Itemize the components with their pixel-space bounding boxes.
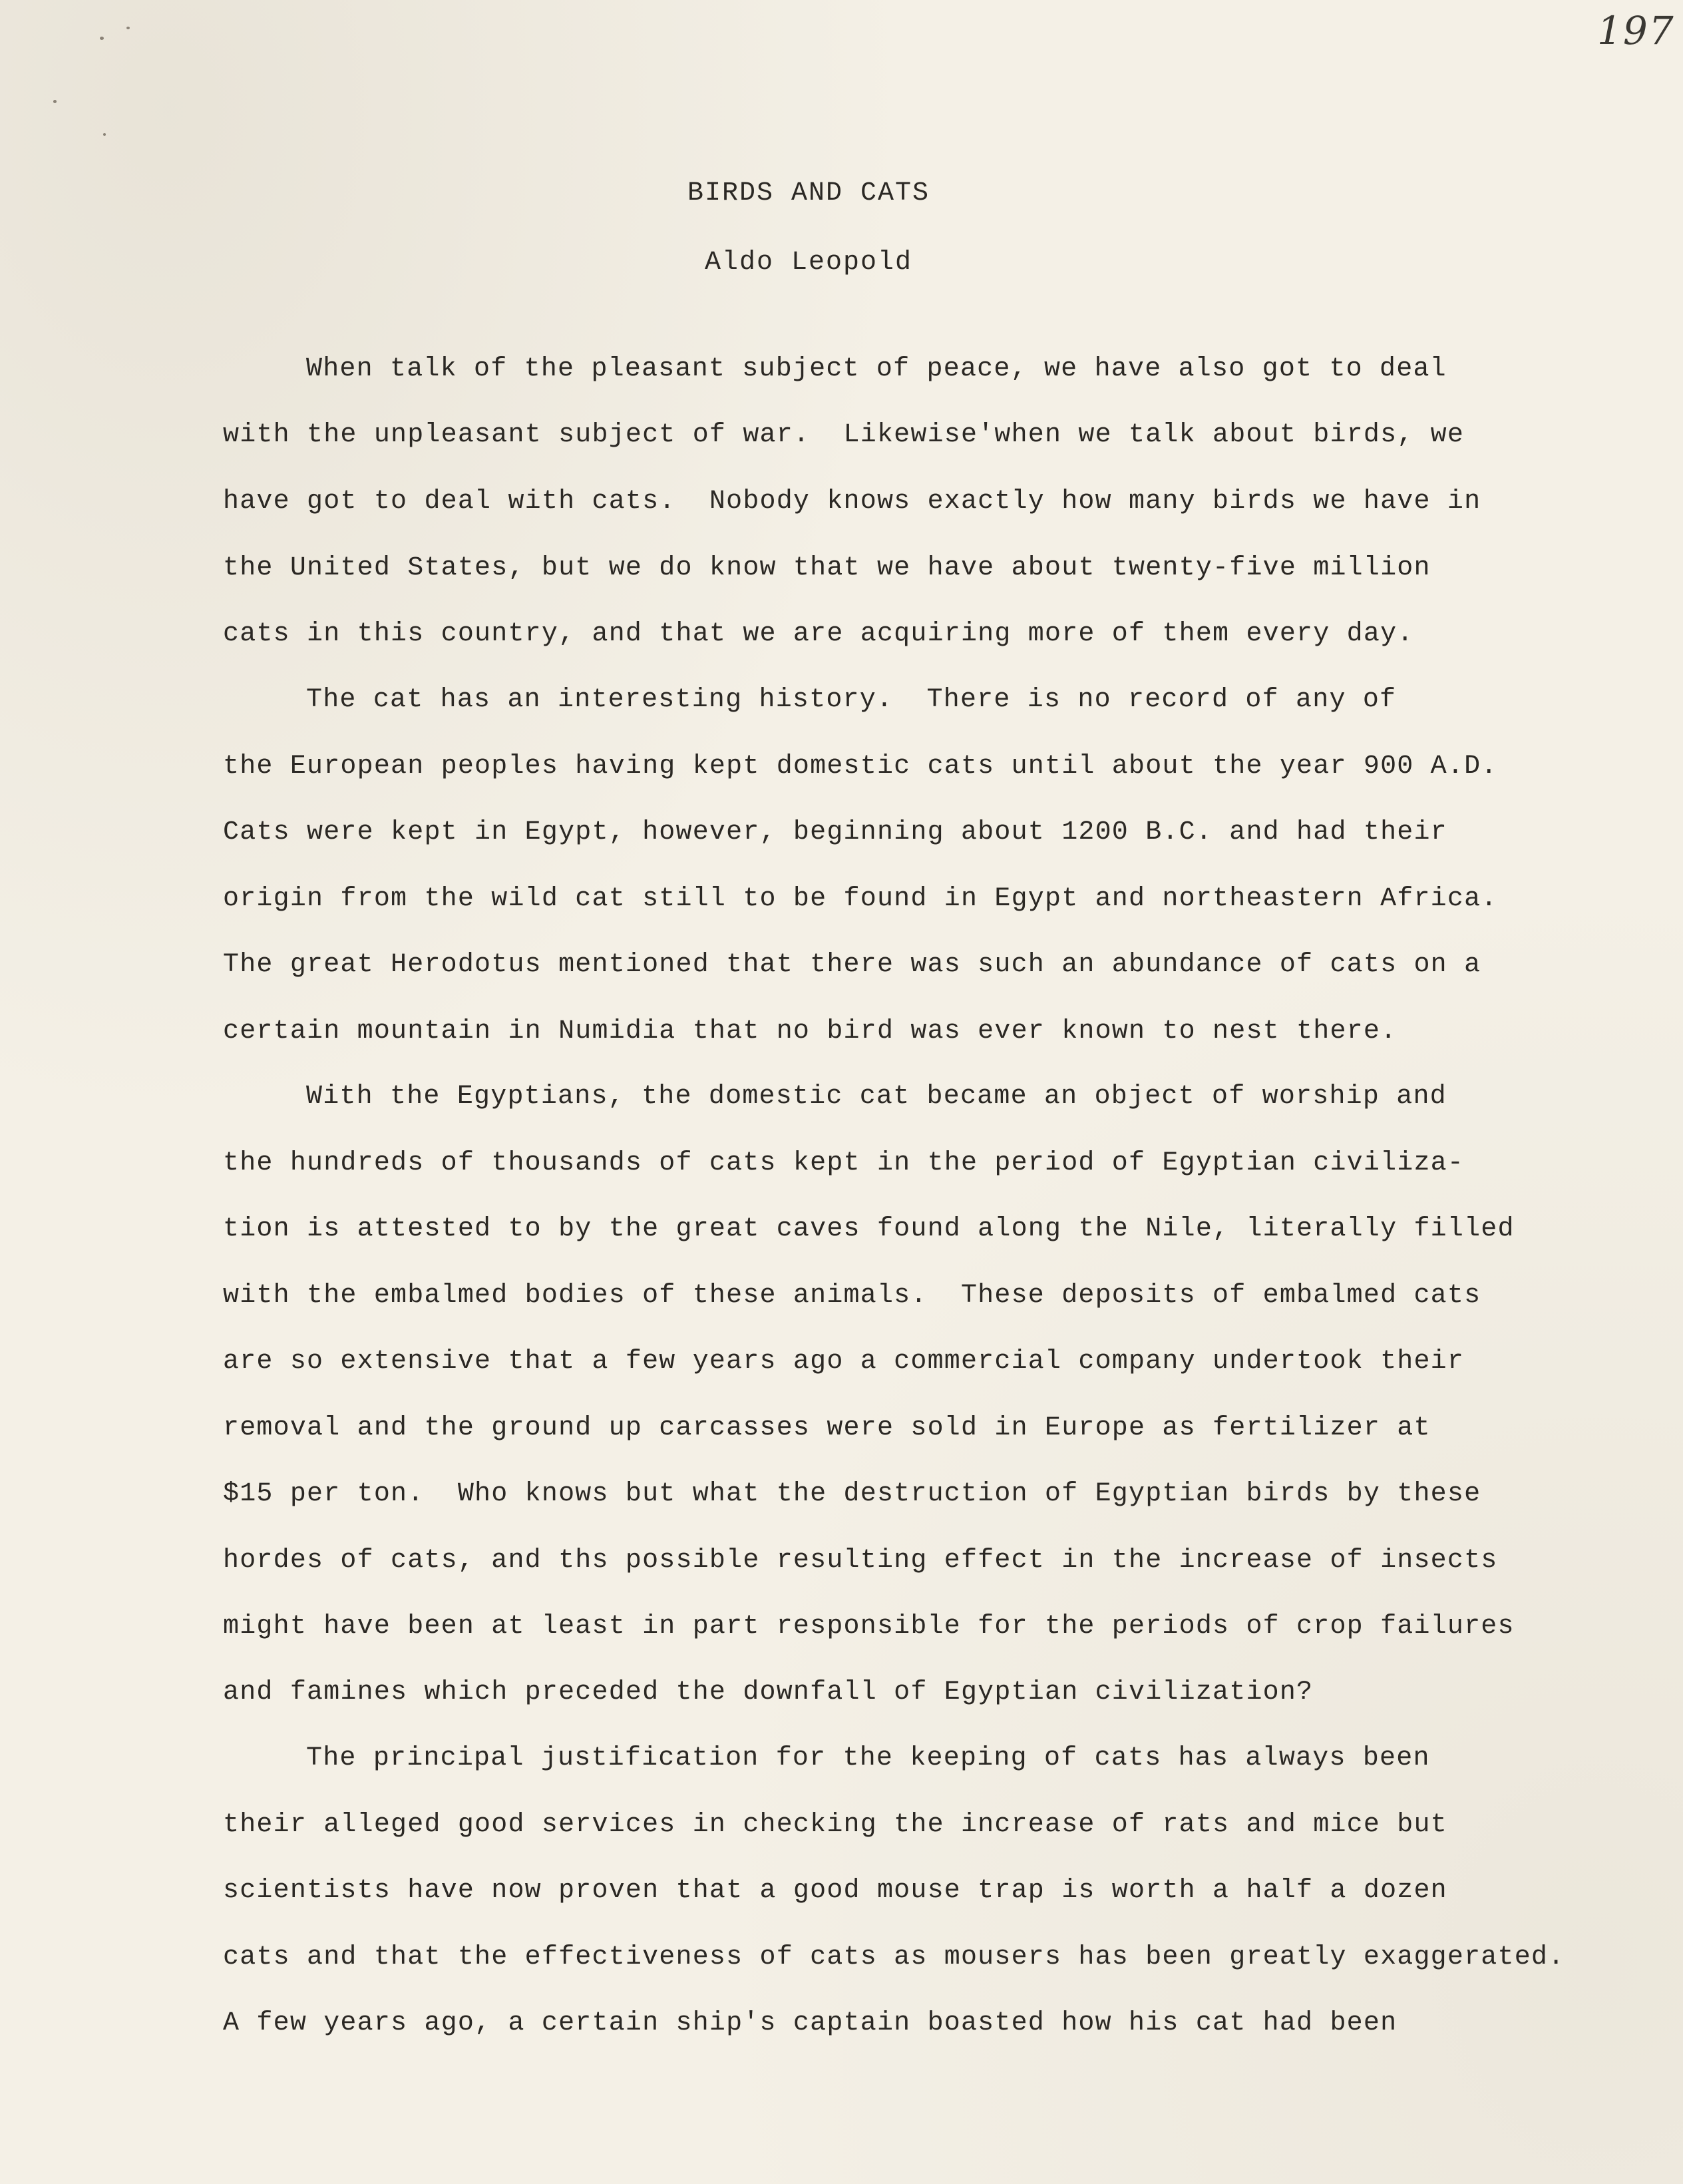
text-line: A few years ago, a certain ship's captain boasted how his cat had been bbox=[223, 2008, 1398, 2038]
text-line: cats and that the effectiveness of cats as mousers has been greatly exaggerated. bbox=[223, 1942, 1565, 1972]
text-line: and famines which preceded the downfall of Egyptian civilization? bbox=[223, 1677, 1314, 1707]
text-line: their alleged good services in checking the increase of rats and mice but bbox=[223, 1810, 1447, 1840]
text-line: The great Herodotus mentioned that there was such an abundance of cats on a bbox=[223, 950, 1481, 980]
text-line: with the unpleasant subject of war. Likewise'when we talk about birds, we bbox=[223, 420, 1465, 450]
text-line: removal and the ground up carcasses were sold in Europe as fertilizer at bbox=[223, 1413, 1431, 1443]
text-line: When talk of the pleasant subject of peace, we have also got to deal bbox=[306, 354, 1447, 384]
text-line: have got to deal with cats. Nobody knows exactly how many birds we have in bbox=[223, 487, 1481, 517]
text-line: hordes of cats, and ths possible resulting effect in the increase of insects bbox=[223, 1546, 1498, 1576]
paper-speck bbox=[126, 27, 130, 29]
text-line: With the Egyptians, the domestic cat became an object of worship and bbox=[306, 1082, 1447, 1112]
text-line: certain mountain in Numidia that no bird was ever known to nest there. bbox=[223, 1016, 1398, 1046]
text-line: might have been at least in part responsible for the periods of crop failures bbox=[223, 1612, 1515, 1641]
text-line: Cats were kept in Egypt, however, beginning about 1200 B.C. and had their bbox=[223, 817, 1447, 847]
text-line: scientists have now proven that a good mouse trap is worth a half a dozen bbox=[223, 1876, 1447, 1906]
text-line: the hundreds of thousands of cats kept in the period of Egyptian civiliza- bbox=[223, 1148, 1465, 1178]
text-line: tion is attested to by the great caves found along the Nile, literally filled bbox=[223, 1214, 1515, 1244]
paper-speck bbox=[103, 133, 106, 136]
text-line: are so extensive that a few years ago a commercial company undertook their bbox=[223, 1347, 1465, 1377]
text-line: the European peoples having kept domestic cats until about the year 900 A.D. bbox=[223, 752, 1498, 781]
text-line: cats in this country, and that we are acquiring more of them every day. bbox=[223, 619, 1414, 649]
text-line: The cat has an interesting history. There is no record of any of bbox=[306, 685, 1397, 715]
text-line: origin from the wild cat still to be found in Egypt and northeastern Africa. bbox=[223, 884, 1498, 914]
text-line: the United States, but we do know that we have about twenty-five million bbox=[223, 553, 1431, 583]
document-title: BIRDS AND CATS bbox=[687, 178, 930, 208]
paper-speck bbox=[53, 100, 57, 103]
text-line: $15 per ton. Who knows but what the destruction of Egyptian birds by these bbox=[223, 1479, 1481, 1509]
document-author: Aldo Leopold bbox=[704, 248, 913, 278]
page-number: 197 bbox=[1597, 8, 1675, 53]
text-line: with the embalmed bodies of these animals. These deposits of embalmed cats bbox=[223, 1281, 1481, 1311]
text-line: The principal justification for the keeping of cats has always been bbox=[306, 1743, 1430, 1773]
paper-speck bbox=[100, 37, 104, 40]
